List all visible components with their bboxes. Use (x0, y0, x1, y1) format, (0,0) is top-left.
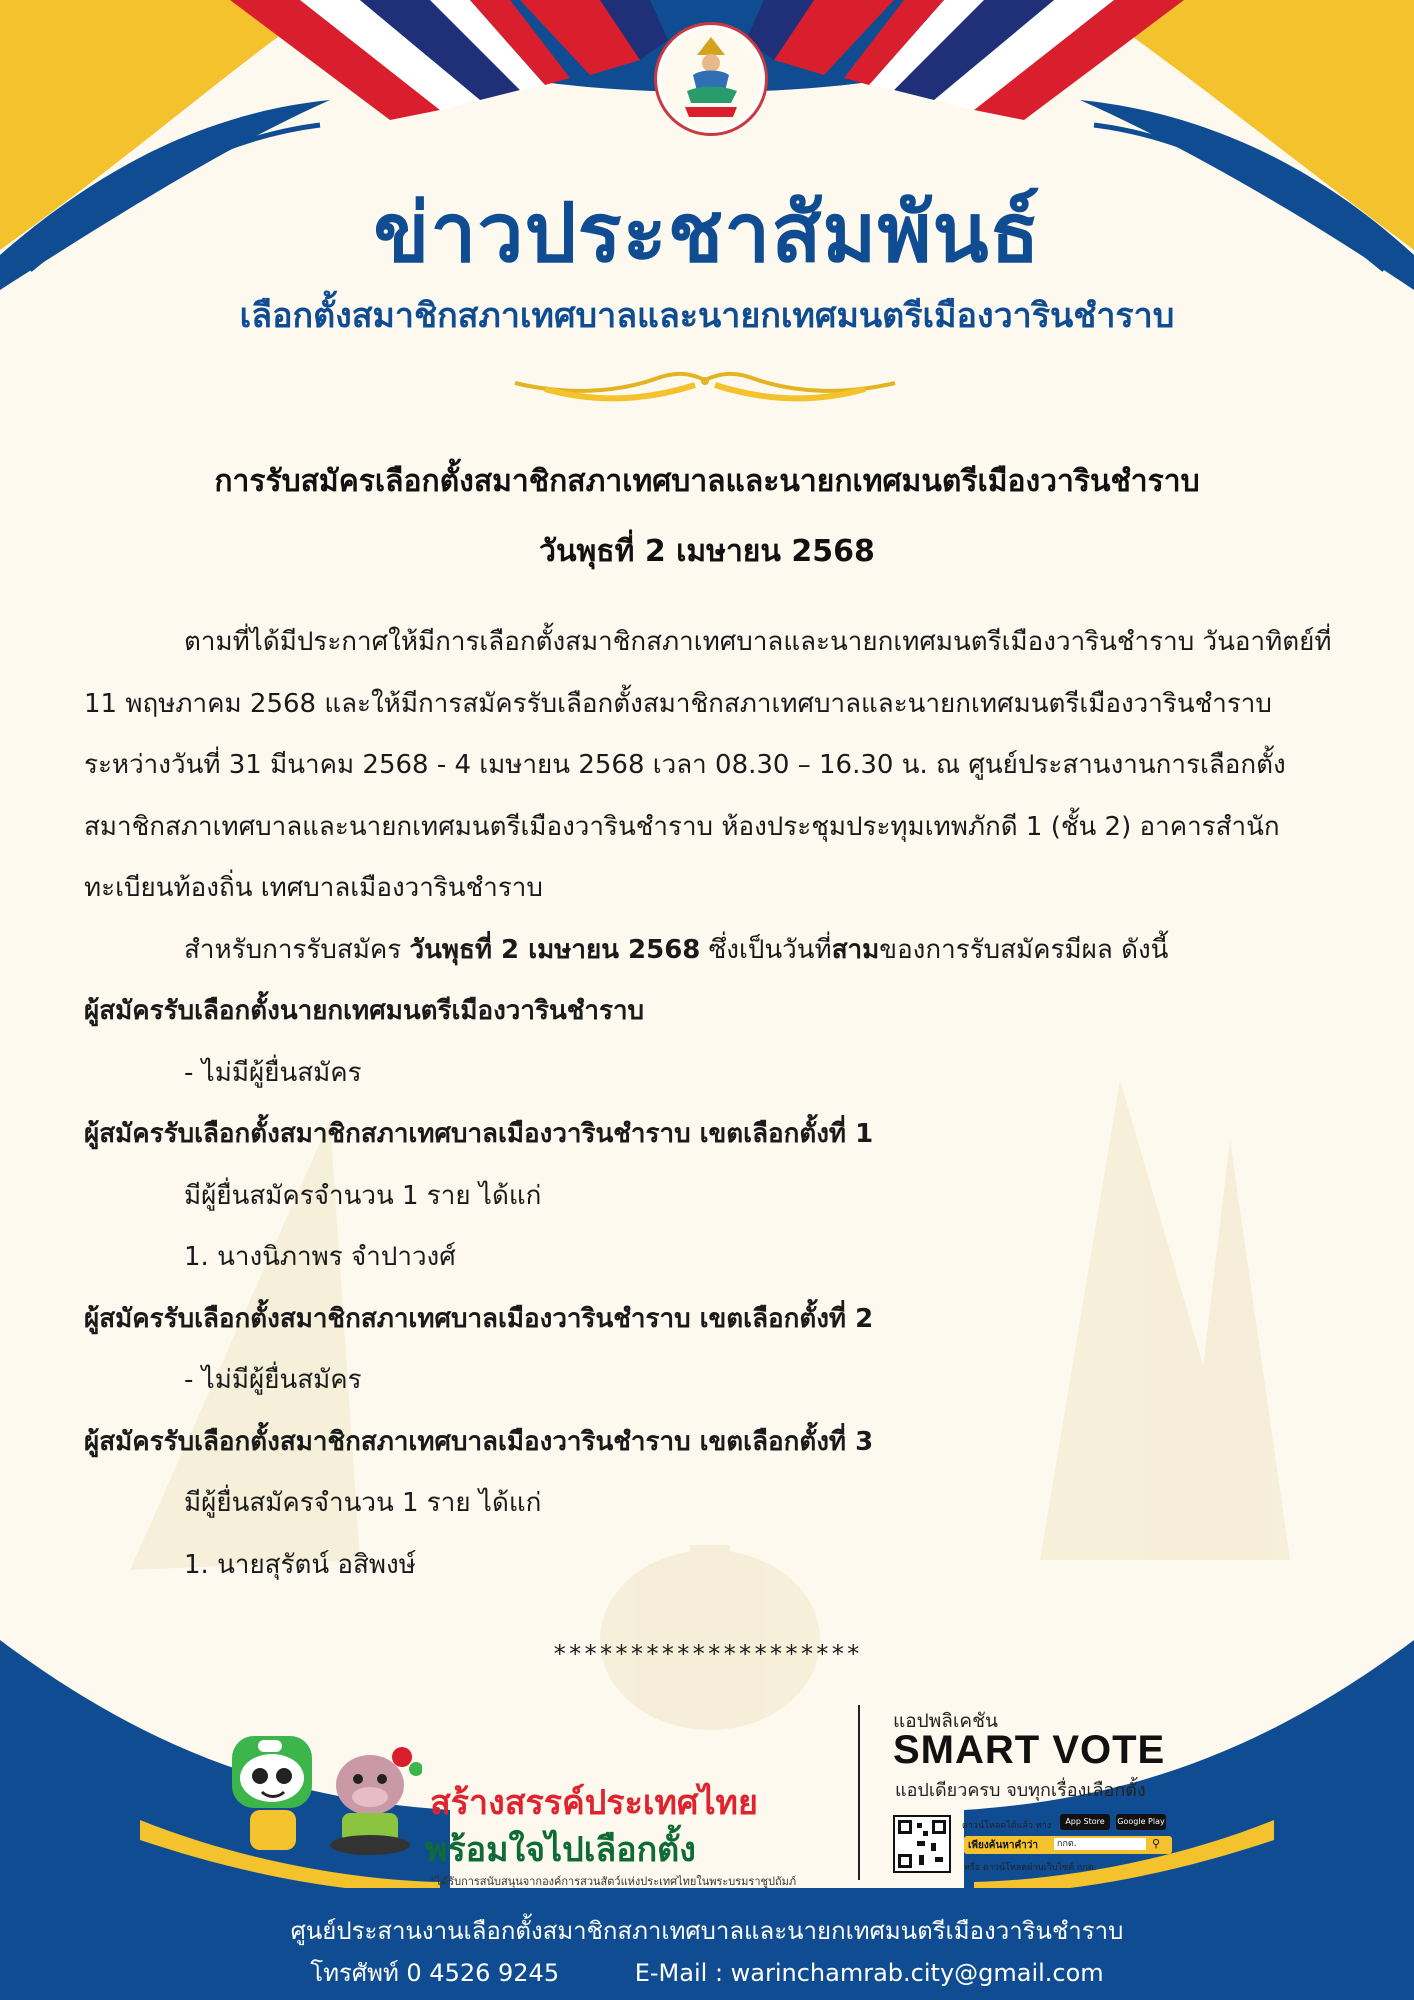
app-small-label: แอปพลิเคชัน (893, 1710, 998, 1732)
zone3-count: มีผู้ยื่นสมัครจำนวน 1 ราย ได้แก่ (184, 1488, 542, 1518)
zone1-candidate: 1. นางนิภาพร จำปาวงศ์ (184, 1242, 456, 1272)
municipality-logo (654, 22, 768, 136)
zone3-heading: ผู้สมัครรับเลือกตั้งสมาชิกสภาเทศบาลเมืองวารินชำราบ เขตเลือกตั้งที่ 3 (84, 1426, 874, 1457)
promo-subtitle: พร้อมใจไปเลือกตั้ง (425, 1830, 696, 1870)
search-icon: ⚲ (1152, 1837, 1161, 1850)
end-stars: ******************** (552, 1640, 862, 1668)
green-mascot-icon (222, 1728, 324, 1860)
summary-mid: ซึ่งเป็นวันที่ (700, 934, 832, 965)
zone2-result: - ไม่มีผู้ยื่นสมัคร (184, 1365, 362, 1395)
gold-ornament-divider (505, 355, 905, 405)
app-store-badge[interactable]: App Store (1060, 1814, 1110, 1830)
summary-paragraph (84, 920, 1364, 982)
mayor-result: - ไม่มีผู้ยื่นสมัคร (184, 1057, 362, 1088)
summary-prefix: สำหรับการรับสมัคร (184, 934, 410, 965)
announcement-title: การรับสมัครเลือกตั้งสมาชิกสภาเทศบาลและนายกเทศมนตรีเมืองวารินชำราบ (214, 464, 1200, 499)
summary-date: วันพุธที่ 2 เมษายน 2568 (409, 934, 701, 965)
promo-note: *ได้รับการสนับสนุนจากองค์การสวนสัตว์แห่งประเทศไทยในพระบรมราชูปถัมภ์ (430, 1875, 797, 1888)
announcement-date: วันพุธที่ 2 เมษายน 2568 (539, 534, 875, 569)
footer-center-name: ศูนย์ประสานงานเลือกตั้งสมาชิกสภาเทศบาลและนายกเทศมนตรีเมืองวารินชำราบ (290, 1917, 1124, 1945)
emblem-icon (657, 25, 765, 133)
hippo-mascot-icon (318, 1745, 422, 1855)
qr-code-icon (893, 1815, 951, 1873)
search-label: เพียงค้นหาคำว่า (968, 1840, 1039, 1851)
summary-day: สาม (831, 934, 880, 965)
zone1-heading: ผู้สมัครรับเลือกตั้งสมาชิกสภาเทศบาลเมืองวารินชำราบ เขตเลือกตั้งที่ 1 (84, 1119, 874, 1149)
app-search-bar (964, 1836, 1172, 1854)
footer-contact (0, 1953, 1414, 1992)
summary-suffix: ของการรับสมัครมีผล ดังนี้ (879, 934, 1169, 965)
promo-divider (858, 1705, 860, 1880)
intro-paragraph: ตามที่ได้มีประกาศให้มีการเลือกตั้งสมาชิกสภาเทศบาลและนายกเทศมนตรีเมืองวารินชำราบ วันอาทิตย์ที่ 11 พฤษภาคม 2568 และให้มีการสมัครรับเลือกตั้งสมาชิกสภาเทศบาลและนายกเทศมนตรีเมืองวารินชำราบ ระหว่างวันที่ 31 มีนาคม 2568 - 4 เมษายน 2568 เวลา 08.30 – 16.30 น. ณ ศูนย์ประสานงานการเลือกตั้งสมาชิกสภาเทศบาลและนายกเทศมนตรีเมืองวารินชำราบ ห้องประชุมประทุมเทพภักดี 1 (ชั้น 2) อาคารสำนักทะเบียนท้องถิ่น เทศบาลเมืองวารินชำราบ (84, 627, 1332, 903)
search-field: กกต. (1054, 1838, 1146, 1850)
page-subtitle: เลือกตั้งสมาชิกสภาเทศบาลและนายกเทศมนตรีเมืองวารินชำราบ (239, 296, 1175, 336)
footer-email[interactable]: E-Mail : warinchamrab.city@gmail.com (634, 1959, 1104, 1987)
website-download-text: หรือ ดาวน์โหลดผ่านเว็บไซต์ กกต. (964, 1863, 1097, 1873)
footer-phone: โทรศัพท์ 0 4526 9245 (310, 1959, 560, 1987)
announcement-body (84, 612, 1364, 1596)
mayor-heading: ผู้สมัครรับเลือกตั้งนายกเทศมนตรีเมืองวารินชำราบ (84, 996, 645, 1026)
download-text: ดาวน์โหลดได้แล้ว ทาง (962, 1821, 1052, 1831)
zone3-candidate: 1. นายสุรัตน์ อสิพงษ์ (184, 1549, 416, 1580)
app-name: SMART VOTE (893, 1728, 1166, 1772)
app-tagline: แอปเดียวครบ จบทุกเรื่องเลือกตั้ง (895, 1780, 1146, 1801)
page-title: ข่าวประชาสัมพันธ์ (373, 186, 1041, 281)
google-play-badge[interactable]: Google Play (1116, 1814, 1166, 1830)
zone2-heading: ผู้สมัครรับเลือกตั้งสมาชิกสภาเทศบาลเมืองวารินชำราบ เขตเลือกตั้งที่ 2 (84, 1303, 874, 1334)
promo-title: สร้างสรรค์ประเทศไทย (430, 1783, 758, 1823)
zone1-count: มีผู้ยื่นสมัครจำนวน 1 ราย ได้แก่ (184, 1180, 542, 1211)
